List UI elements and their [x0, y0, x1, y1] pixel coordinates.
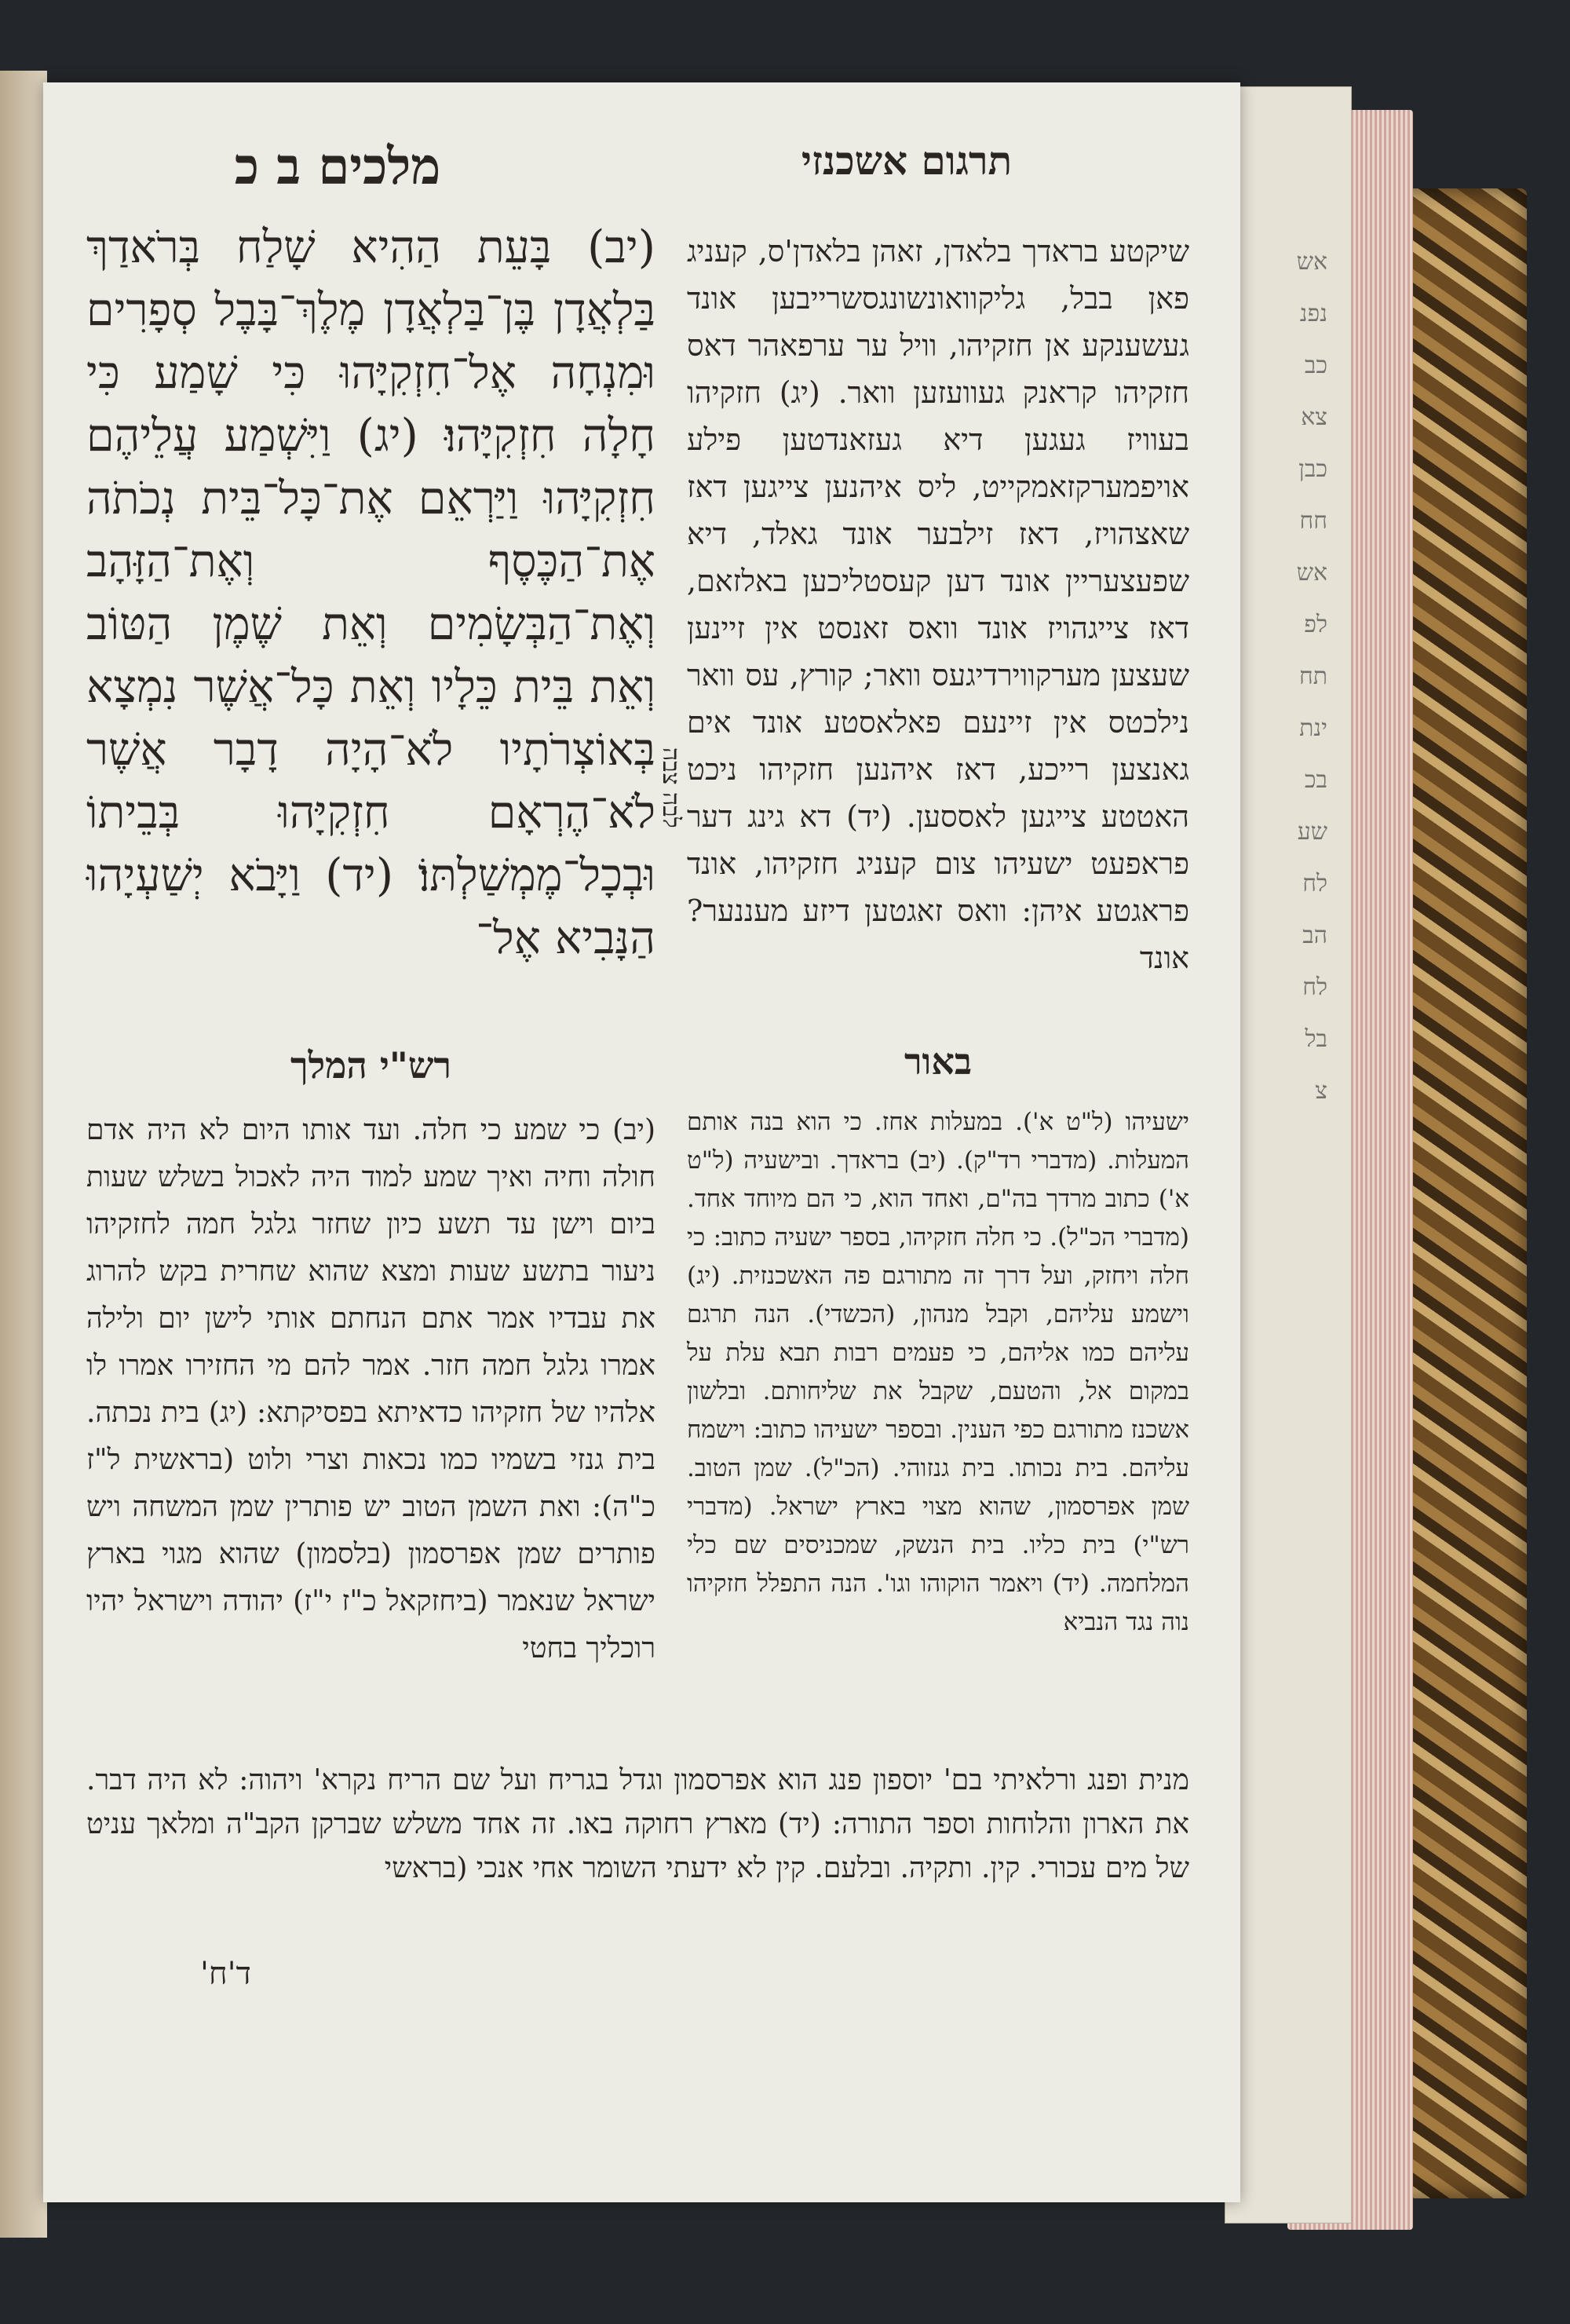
running-head-book-text: מלכים ב כ: [234, 137, 441, 196]
book-page: [43, 82, 1240, 2202]
book-gutter: [0, 71, 47, 2238]
signature-mark: ד'ח': [200, 1956, 251, 1992]
targum-text-column: שיקטע בראדך בלאדן, זאהן בלאדן'ס, קעניג פאן בבל, גליקוואונשונגסשרייבען אונד געשענקע אן חזקיהו, וויל ער ערפאהר דאס חזקיהו קראנק געוועזען וואר. (יג) חזקיהו בעוויז געגען דיא געזאנדטען פילע אויפמערקזאמקייט, ליס איהנען צייגען דאז שאצהויז, דאז זילבער אונד גאלד, דיא שפעצעריין אונד דען קעסטליכען באלזאם, דאז צייגהויז אונד וואס זאנסט אין זיינען שעצען מערקווירדיגעס וואר; קורץ, עס וואר נילכטס אין זיינעם פאלאסטע אונד אים גאנצען רייכע, דאז איהנען חזקיהו ניכט האטטע צייגען לאססען. (יד) דא גינג דער פראפעט ישעיהו צום קעניג חזקיהו, אונד פראגטע איהן: וואס זאגטען דיזע מעננער? אונד: [687, 234, 1189, 975]
rashi-commentary-continued: מנית ופנג ורלאיתי בם' יוספון פנג הוא אפרסמון וגדל בגריח ועל שם הריח נקרא' ויהוה: לא היה דבר. את הארון והלוחות וספר התורה: (יד) מארץ רחוקה באו. זה אחד משלש שברקן הקב"ה ומלאך עניט של מים עכורי. קין. ותקיה. ובלעם. קין לא ידעתי השומר אחי אנכי (בראשי: [86, 1764, 1189, 1884]
biur-commentary: ישעיהו (ל"ט א'). במעלות אחז. כי הוא בנה אותם המעלות. (מדברי רד"ק). (יב) בראדך. ובישעיה (ל"ט א') כתוב מרדך בה"ם, ואחד הוא, כי הם מיוחד אחד. (מדברי הכ"ל). כי חלה חזקיהו, בספר ישעיה כתוב: כי חלה ויחזק, ועל דרך זה מתורגם פה האשכנזית. (יג) וישמע עליהם, וקבל מנהון, (הכשדי). הנה תרגם עליהם כמו אליהם, כי פעמים רבות תבא עלת על במקום אל, והטעם, שקבל את שליחותם. ובלשון אשכנז מתורגם כפי הענין. ובספר ישעיהו כתוב: וישמח עליהם. בית נכותו. בית גנזוהי. (הכ"ל). שמן הטוב. שמן אפרסמון, שהוא מצוי בארץ ישראל. (מדברי רש"י) בית כליו. בית הנשק, שמכניסים שם כלי המלחמה. (יד) ויאמר הוקוהו וגו'. הנה התפלל חזקיהו נוה נגד הנביא: [687, 1108, 1189, 1636]
bible-text-column: (יב) בָּעֵת הַהִיא שָׁלַח בְּרֹאדַךְ בַּלְאֲדָן בֶּן־בַּלְאֲדָן מֶלֶךְ־בָּבֶל סְפָרִים וּמִנְחָה אֶל־חִזְקִיָּהוּ כִּי שָׁמַע כִּי חָלָה חִזְקִיָּהוּ׃ (יג) וַיִּשְׁמַע עֲלֵיהֶם חִזְקִיָּהוּ וַיַּרְאֵם אֶת־כָּל־בֵּית נְכֹתֹה אֶת־הַכֶּסֶף וְאֶת־הַזָּהָב וְאֶת־הַבְּשָׂמִים וְאֵת שֶׁמֶן הַטּוֹב וְאֵת בֵּית כֵּלָיו וְאֵת כָּל־אֲשֶׁר נִמְצָא בְּאוֹצְרֹתָיו לֹא־הָיָה דָבָר אֲשֶׁר לֹא־הֶרְאָם חִזְקִיָּהוּ בְּבֵיתוֹ וּבְכָל־מֶמְשַׁלְתּוֹ׃ (יד) וַיָּבֹא יְשַׁעְיָהוּ הַנָּבִיא אֶל־: [86, 221, 655, 964]
rashi-commentary: (יב) כי שמע כי חלה. ועד אותו היום לא היה אדם חולה וחיה ואיך שמע למוד היה לאכול בשלש שעות ביום וישן עד תשע כיון שחזר גלגל חמה לחזקיהו ניעור בתשע שעות ומצא שהוא שחרית בקש להרוג את עבדיו אמר אתם הנחתם אותי לישן יום ולילה אמרו גלגל חמה חזר. אמר להם מי החזירו אמרו לו אלהיו של חזקיהו כדאיתא בפסיקתא: (יג) בית נכתה. בית גנזי בשמיו כמו נכאות וצרי ולוט (בראשית ל"ז כ"ה): ואת השמן הטוב יש פותרין שמן המשחה ויש פותרים שמן אפרסמון (בלסמון) שהוא מגוי בארץ ישראל שנאמר (ביחזקאל כ"ז י"ז) יהודה וישראל יהיו רוכליך בחטי: [86, 1114, 655, 1664]
biur-heading: באור: [904, 1040, 973, 1083]
margin-note: לבה צבה: [657, 747, 685, 828]
underlying-page-text: אשנפנכבצאכבןחחאשלפתחינתבכשעלחהבלחבלצ: [1296, 248, 1327, 1105]
running-head-translation-text: תרגום אשכנזי: [801, 137, 1013, 184]
rashi-heading: רש"י המלך: [290, 1044, 452, 1087]
running-head-translation: [687, 137, 1126, 224]
running-head-book: [86, 137, 589, 224]
underlying-page: [1225, 86, 1352, 2224]
